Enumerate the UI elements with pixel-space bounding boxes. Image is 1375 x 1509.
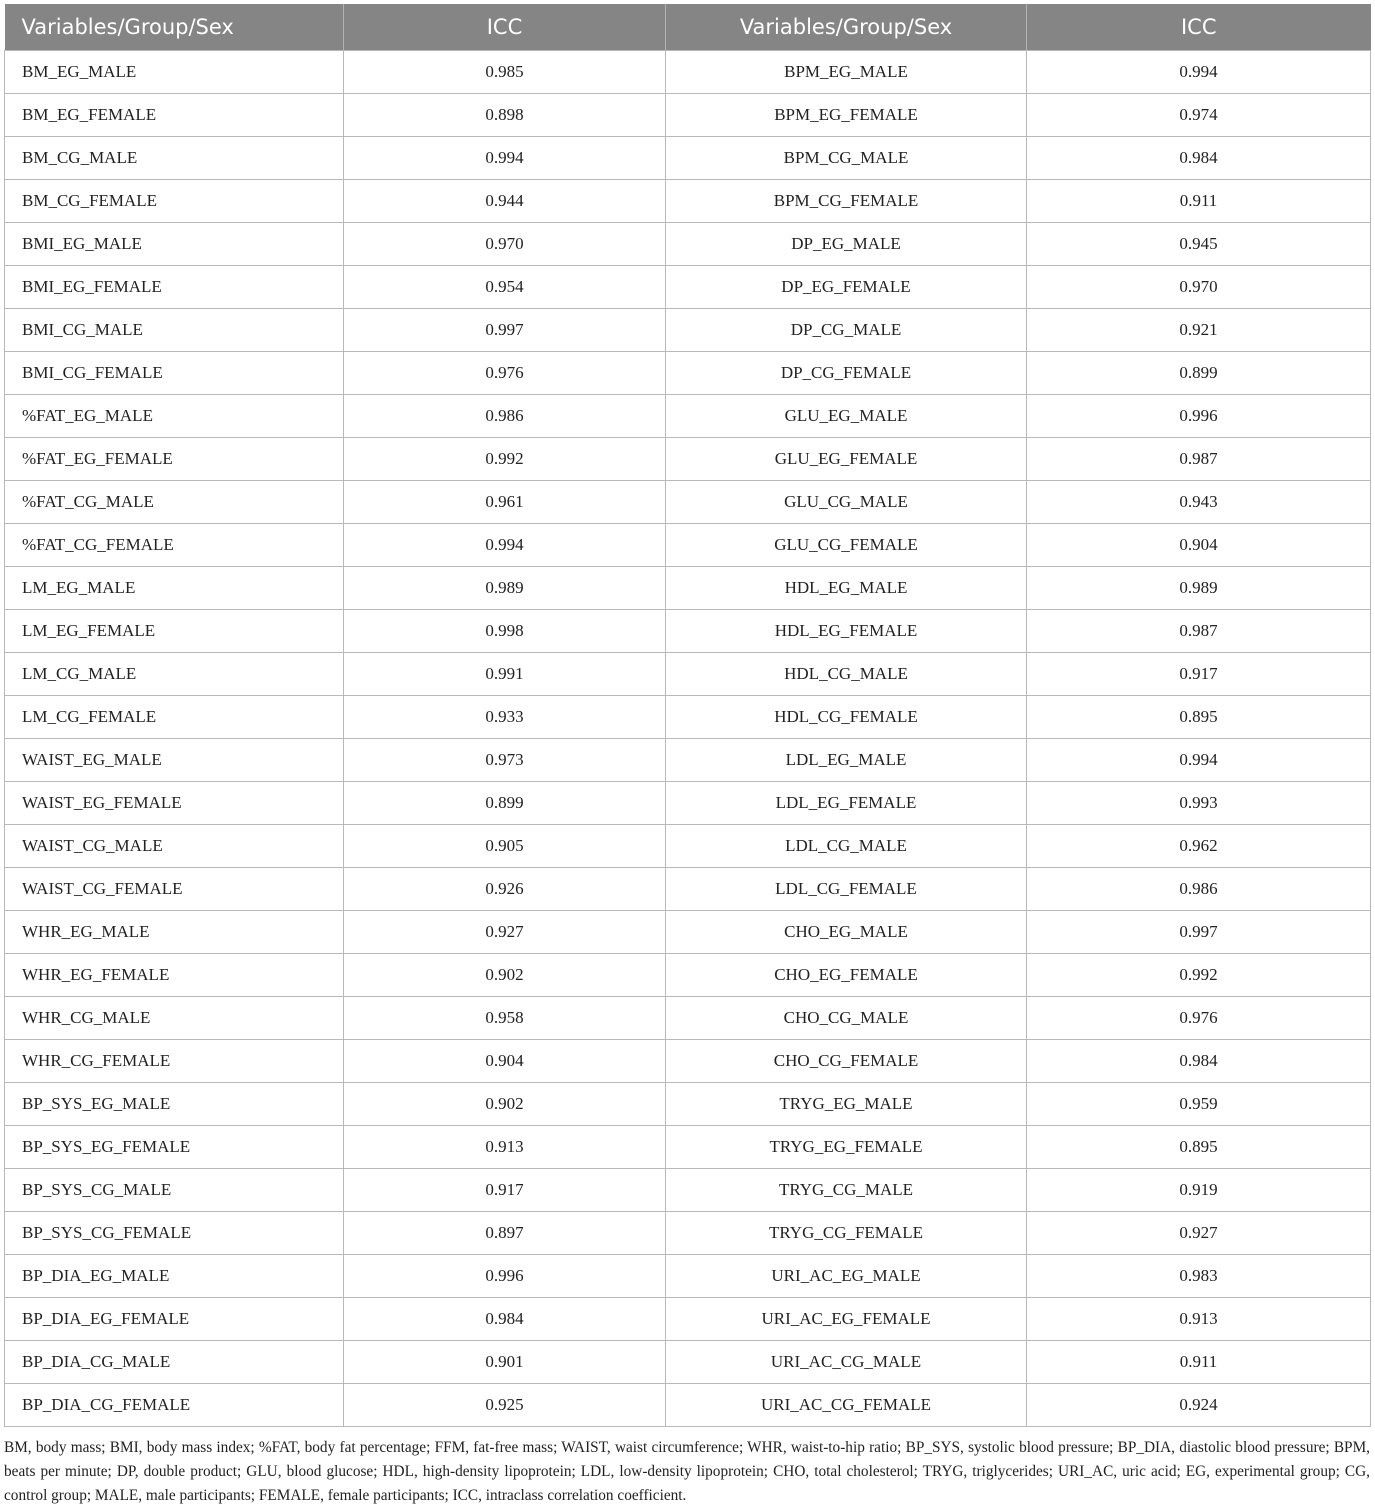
cell-icc-left: 0.913: [344, 1125, 666, 1168]
cell-icc-left: 0.986: [344, 394, 666, 437]
cell-variable-right: BPM_EG_MALE: [666, 50, 1027, 93]
cell-variable-right: HDL_CG_FEMALE: [666, 695, 1027, 738]
cell-variable-left: BM_CG_FEMALE: [5, 179, 344, 222]
table-row: [5, 1297, 1371, 1340]
cell-icc-left: 0.970: [344, 222, 666, 265]
cell-variable-left: WHR_CG_FEMALE: [5, 1039, 344, 1082]
cell-icc-right: 0.919: [1027, 1168, 1371, 1211]
cell-icc-left: 0.905: [344, 824, 666, 867]
table-row: [5, 1082, 1371, 1125]
header-icc-right: ICC: [1180, 14, 1217, 39]
cell-icc-left: 0.958: [344, 996, 666, 1039]
table-row: [5, 308, 1371, 351]
table-row: [5, 93, 1371, 136]
cell-icc-right: 0.974: [1027, 93, 1371, 136]
cell-icc-right: 0.895: [1027, 695, 1371, 738]
table-row: [5, 910, 1371, 953]
cell-variable-right: LDL_CG_MALE: [666, 824, 1027, 867]
cell-variable-right: GLU_CG_FEMALE: [666, 523, 1027, 566]
cell-variable-right: BPM_CG_FEMALE: [666, 179, 1027, 222]
cell-variable-right: HDL_CG_MALE: [666, 652, 1027, 695]
cell-variable-right: TRYG_EG_FEMALE: [666, 1125, 1027, 1168]
table-row: [5, 136, 1371, 179]
cell-icc-left: 0.925: [344, 1383, 666, 1426]
cell-icc-right: 0.943: [1027, 480, 1371, 523]
cell-variable-right: LDL_CG_FEMALE: [666, 867, 1027, 910]
cell-icc-right: 0.994: [1027, 50, 1371, 93]
cell-variable-right: LDL_EG_FEMALE: [666, 781, 1027, 824]
cell-variable-right: CHO_CG_MALE: [666, 996, 1027, 1039]
cell-variable-right: URI_AC_EG_FEMALE: [666, 1297, 1027, 1340]
header-icc-left: ICC: [344, 4, 666, 50]
cell-variable-right: GLU_CG_MALE: [666, 480, 1027, 523]
cell-variable-left: WHR_EG_FEMALE: [5, 953, 344, 996]
cell-icc-right: 0.959: [1027, 1082, 1371, 1125]
table-row: [5, 953, 1371, 996]
cell-variable-left: BP_SYS_CG_FEMALE: [5, 1211, 344, 1254]
cell-variable-left: BM_EG_MALE: [5, 50, 344, 93]
cell-variable-right: LDL_EG_MALE: [666, 738, 1027, 781]
table-row: [5, 265, 1371, 308]
icc-table-container: [4, 4, 1370, 1427]
cell-icc-right: 0.924: [1027, 1383, 1371, 1426]
cell-variable-left: %FAT_CG_MALE: [5, 480, 344, 523]
table-body: [5, 50, 1371, 1426]
cell-variable-right: URI_AC_EG_MALE: [666, 1254, 1027, 1297]
cell-variable-left: BP_DIA_CG_FEMALE: [5, 1383, 344, 1426]
cell-icc-left: 0.994: [344, 523, 666, 566]
cell-icc-right: 0.994: [1027, 738, 1371, 781]
cell-icc-left: 0.902: [344, 1082, 666, 1125]
cell-variable-left: BP_DIA_CG_MALE: [5, 1340, 344, 1383]
cell-icc-left: 0.917: [344, 1168, 666, 1211]
cell-icc-left: 0.961: [344, 480, 666, 523]
table-row: [5, 480, 1371, 523]
table-row: [5, 1340, 1371, 1383]
cell-icc-left: 0.973: [344, 738, 666, 781]
cell-variable-right: BPM_CG_MALE: [666, 136, 1027, 179]
table-row: [5, 394, 1371, 437]
cell-icc-right: 0.984: [1027, 1039, 1371, 1082]
table-row: [5, 1039, 1371, 1082]
cell-icc-left: 0.904: [344, 1039, 666, 1082]
cell-icc-right: 0.986: [1027, 867, 1371, 910]
cell-variable-left: WHR_EG_MALE: [5, 910, 344, 953]
table-row: [5, 566, 1371, 609]
cell-variable-left: WAIST_CG_FEMALE: [5, 867, 344, 910]
table-row: [5, 351, 1371, 394]
table-row: [5, 523, 1371, 566]
cell-variable-right: CHO_CG_FEMALE: [666, 1039, 1027, 1082]
cell-icc-left: 0.899: [344, 781, 666, 824]
cell-variable-left: BMI_EG_FEMALE: [5, 265, 344, 308]
table-row: [5, 867, 1371, 910]
table-row: [5, 781, 1371, 824]
cell-icc-right: 0.996: [1027, 394, 1371, 437]
cell-variable-right: DP_EG_FEMALE: [666, 265, 1027, 308]
table-row: [5, 695, 1371, 738]
cell-variable-left: WAIST_EG_FEMALE: [5, 781, 344, 824]
cell-icc-right: 0.983: [1027, 1254, 1371, 1297]
cell-icc-right: 0.962: [1027, 824, 1371, 867]
cell-variable-left: BP_SYS_CG_MALE: [5, 1168, 344, 1211]
table-row: [5, 179, 1371, 222]
cell-icc-right: 0.987: [1027, 437, 1371, 480]
cell-variable-right: URI_AC_CG_MALE: [666, 1340, 1027, 1383]
cell-variable-left: WAIST_CG_MALE: [5, 824, 344, 867]
table-row: [5, 1211, 1371, 1254]
cell-variable-left: BM_CG_MALE: [5, 136, 344, 179]
cell-icc-left: 0.944: [344, 179, 666, 222]
cell-icc-left: 0.991: [344, 652, 666, 695]
cell-icc-left: 0.926: [344, 867, 666, 910]
cell-icc-right: 0.989: [1027, 566, 1371, 609]
cell-variable-left: %FAT_CG_FEMALE: [5, 523, 344, 566]
cell-icc-right: 0.904: [1027, 523, 1371, 566]
cell-icc-left: 0.994: [344, 136, 666, 179]
cell-variable-left: LM_CG_FEMALE: [5, 695, 344, 738]
cell-icc-left: 0.989: [344, 566, 666, 609]
cell-icc-right: 0.913: [1027, 1297, 1371, 1340]
cell-variable-left: BP_SYS_EG_MALE: [5, 1082, 344, 1125]
table-row: [5, 1383, 1371, 1426]
icc-table: [4, 4, 1371, 1427]
cell-icc-right: 0.917: [1027, 652, 1371, 695]
table-footnote: BM, body mass; BMI, body mass index; %FAT, body fat percentage; FFM, fat-free mass; WAIST, waist circumference; WHR, waist-to-hip ratio; BP_SYS, systolic blood pressure; BP_DIA, diastolic blood pressure; BPM, beats per minute; DP, double product; GLU, blood glucose; HDL, high-density lipoprotein; LDL, low-density lipoprotein; CHO, total cholesterol; TRYG, triglycerides; URI_AC, uric acid; EG, experimental group; CG, control group; MALE, male participants; FEMALE, female participants; ICC, intraclass correlation coefficient.: [4, 1439, 1370, 1504]
cell-icc-left: 0.902: [344, 953, 666, 996]
table-row: [5, 1254, 1371, 1297]
cell-variable-right: GLU_EG_FEMALE: [666, 437, 1027, 480]
cell-icc-left: 0.984: [344, 1297, 666, 1340]
cell-variable-right: HDL_EG_MALE: [666, 566, 1027, 609]
cell-variable-left: BP_DIA_EG_MALE: [5, 1254, 344, 1297]
header-variables-right: Variables/Group/Sex: [666, 4, 1027, 50]
cell-variable-left: %FAT_EG_FEMALE: [5, 437, 344, 480]
cell-icc-right: 0.970: [1027, 265, 1371, 308]
cell-icc-left: 0.976: [344, 351, 666, 394]
table-row: [5, 437, 1371, 480]
cell-icc-right: 0.911: [1027, 1340, 1371, 1383]
table-header: [5, 4, 1371, 50]
cell-icc-right: 0.921: [1027, 308, 1371, 351]
cell-variable-right: DP_CG_FEMALE: [666, 351, 1027, 394]
cell-variable-left: LM_EG_MALE: [5, 566, 344, 609]
cell-icc-right: 0.976: [1027, 996, 1371, 1039]
table-row: [5, 824, 1371, 867]
cell-variable-right: HDL_EG_FEMALE: [666, 609, 1027, 652]
cell-variable-left: BM_EG_FEMALE: [5, 93, 344, 136]
cell-icc-left: 0.998: [344, 609, 666, 652]
cell-icc-right: 0.945: [1027, 222, 1371, 265]
cell-variable-left: BP_DIA_EG_FEMALE: [5, 1297, 344, 1340]
cell-variable-right: DP_EG_MALE: [666, 222, 1027, 265]
cell-variable-right: TRYG_CG_FEMALE: [666, 1211, 1027, 1254]
table-row: [5, 1125, 1371, 1168]
cell-icc-left: 0.927: [344, 910, 666, 953]
cell-icc-right: 0.987: [1027, 609, 1371, 652]
table-row: [5, 738, 1371, 781]
cell-variable-right: TRYG_CG_MALE: [666, 1168, 1027, 1211]
cell-variable-right: GLU_EG_MALE: [666, 394, 1027, 437]
cell-variable-right: DP_CG_MALE: [666, 308, 1027, 351]
cell-icc-right: 0.895: [1027, 1125, 1371, 1168]
cell-icc-right: 0.899: [1027, 351, 1371, 394]
cell-icc-right: 0.992: [1027, 953, 1371, 996]
cell-variable-left: BMI_EG_MALE: [5, 222, 344, 265]
cell-icc-right: 0.984: [1027, 136, 1371, 179]
cell-icc-left: 0.897: [344, 1211, 666, 1254]
table-row: [5, 50, 1371, 93]
table-row: [5, 1168, 1371, 1211]
cell-icc-left: 0.992: [344, 437, 666, 480]
cell-icc-left: 0.985: [344, 50, 666, 93]
cell-variable-left: BP_SYS_EG_FEMALE: [5, 1125, 344, 1168]
cell-variable-right: BPM_EG_FEMALE: [666, 93, 1027, 136]
cell-variable-right: CHO_EG_FEMALE: [666, 953, 1027, 996]
cell-icc-left: 0.898: [344, 93, 666, 136]
header-row: [5, 4, 1371, 50]
cell-variable-left: WAIST_EG_MALE: [5, 738, 344, 781]
table-row: [5, 222, 1371, 265]
cell-icc-right: 0.993: [1027, 781, 1371, 824]
cell-icc-left: 0.954: [344, 265, 666, 308]
cell-variable-left: BMI_CG_MALE: [5, 308, 344, 351]
header-variables-left: Variables/Group/Sex: [5, 4, 344, 50]
cell-icc-right: 0.911: [1027, 179, 1371, 222]
cell-variable-left: LM_CG_MALE: [5, 652, 344, 695]
table-row: [5, 609, 1371, 652]
cell-variable-right: CHO_EG_MALE: [666, 910, 1027, 953]
cell-icc-right: 0.997: [1027, 910, 1371, 953]
cell-icc-right: 0.927: [1027, 1211, 1371, 1254]
table-row: [5, 652, 1371, 695]
cell-variable-right: URI_AC_CG_FEMALE: [666, 1383, 1027, 1426]
cell-icc-left: 0.996: [344, 1254, 666, 1297]
cell-variable-left: WHR_CG_MALE: [5, 996, 344, 1039]
cell-icc-left: 0.933: [344, 695, 666, 738]
cell-variable-left: BMI_CG_FEMALE: [5, 351, 344, 394]
cell-variable-right: TRYG_EG_MALE: [666, 1082, 1027, 1125]
table-row: [5, 996, 1371, 1039]
cell-variable-left: %FAT_EG_MALE: [5, 394, 344, 437]
cell-icc-left: 0.901: [344, 1340, 666, 1383]
cell-icc-left: 0.997: [344, 308, 666, 351]
cell-variable-left: LM_EG_FEMALE: [5, 609, 344, 652]
